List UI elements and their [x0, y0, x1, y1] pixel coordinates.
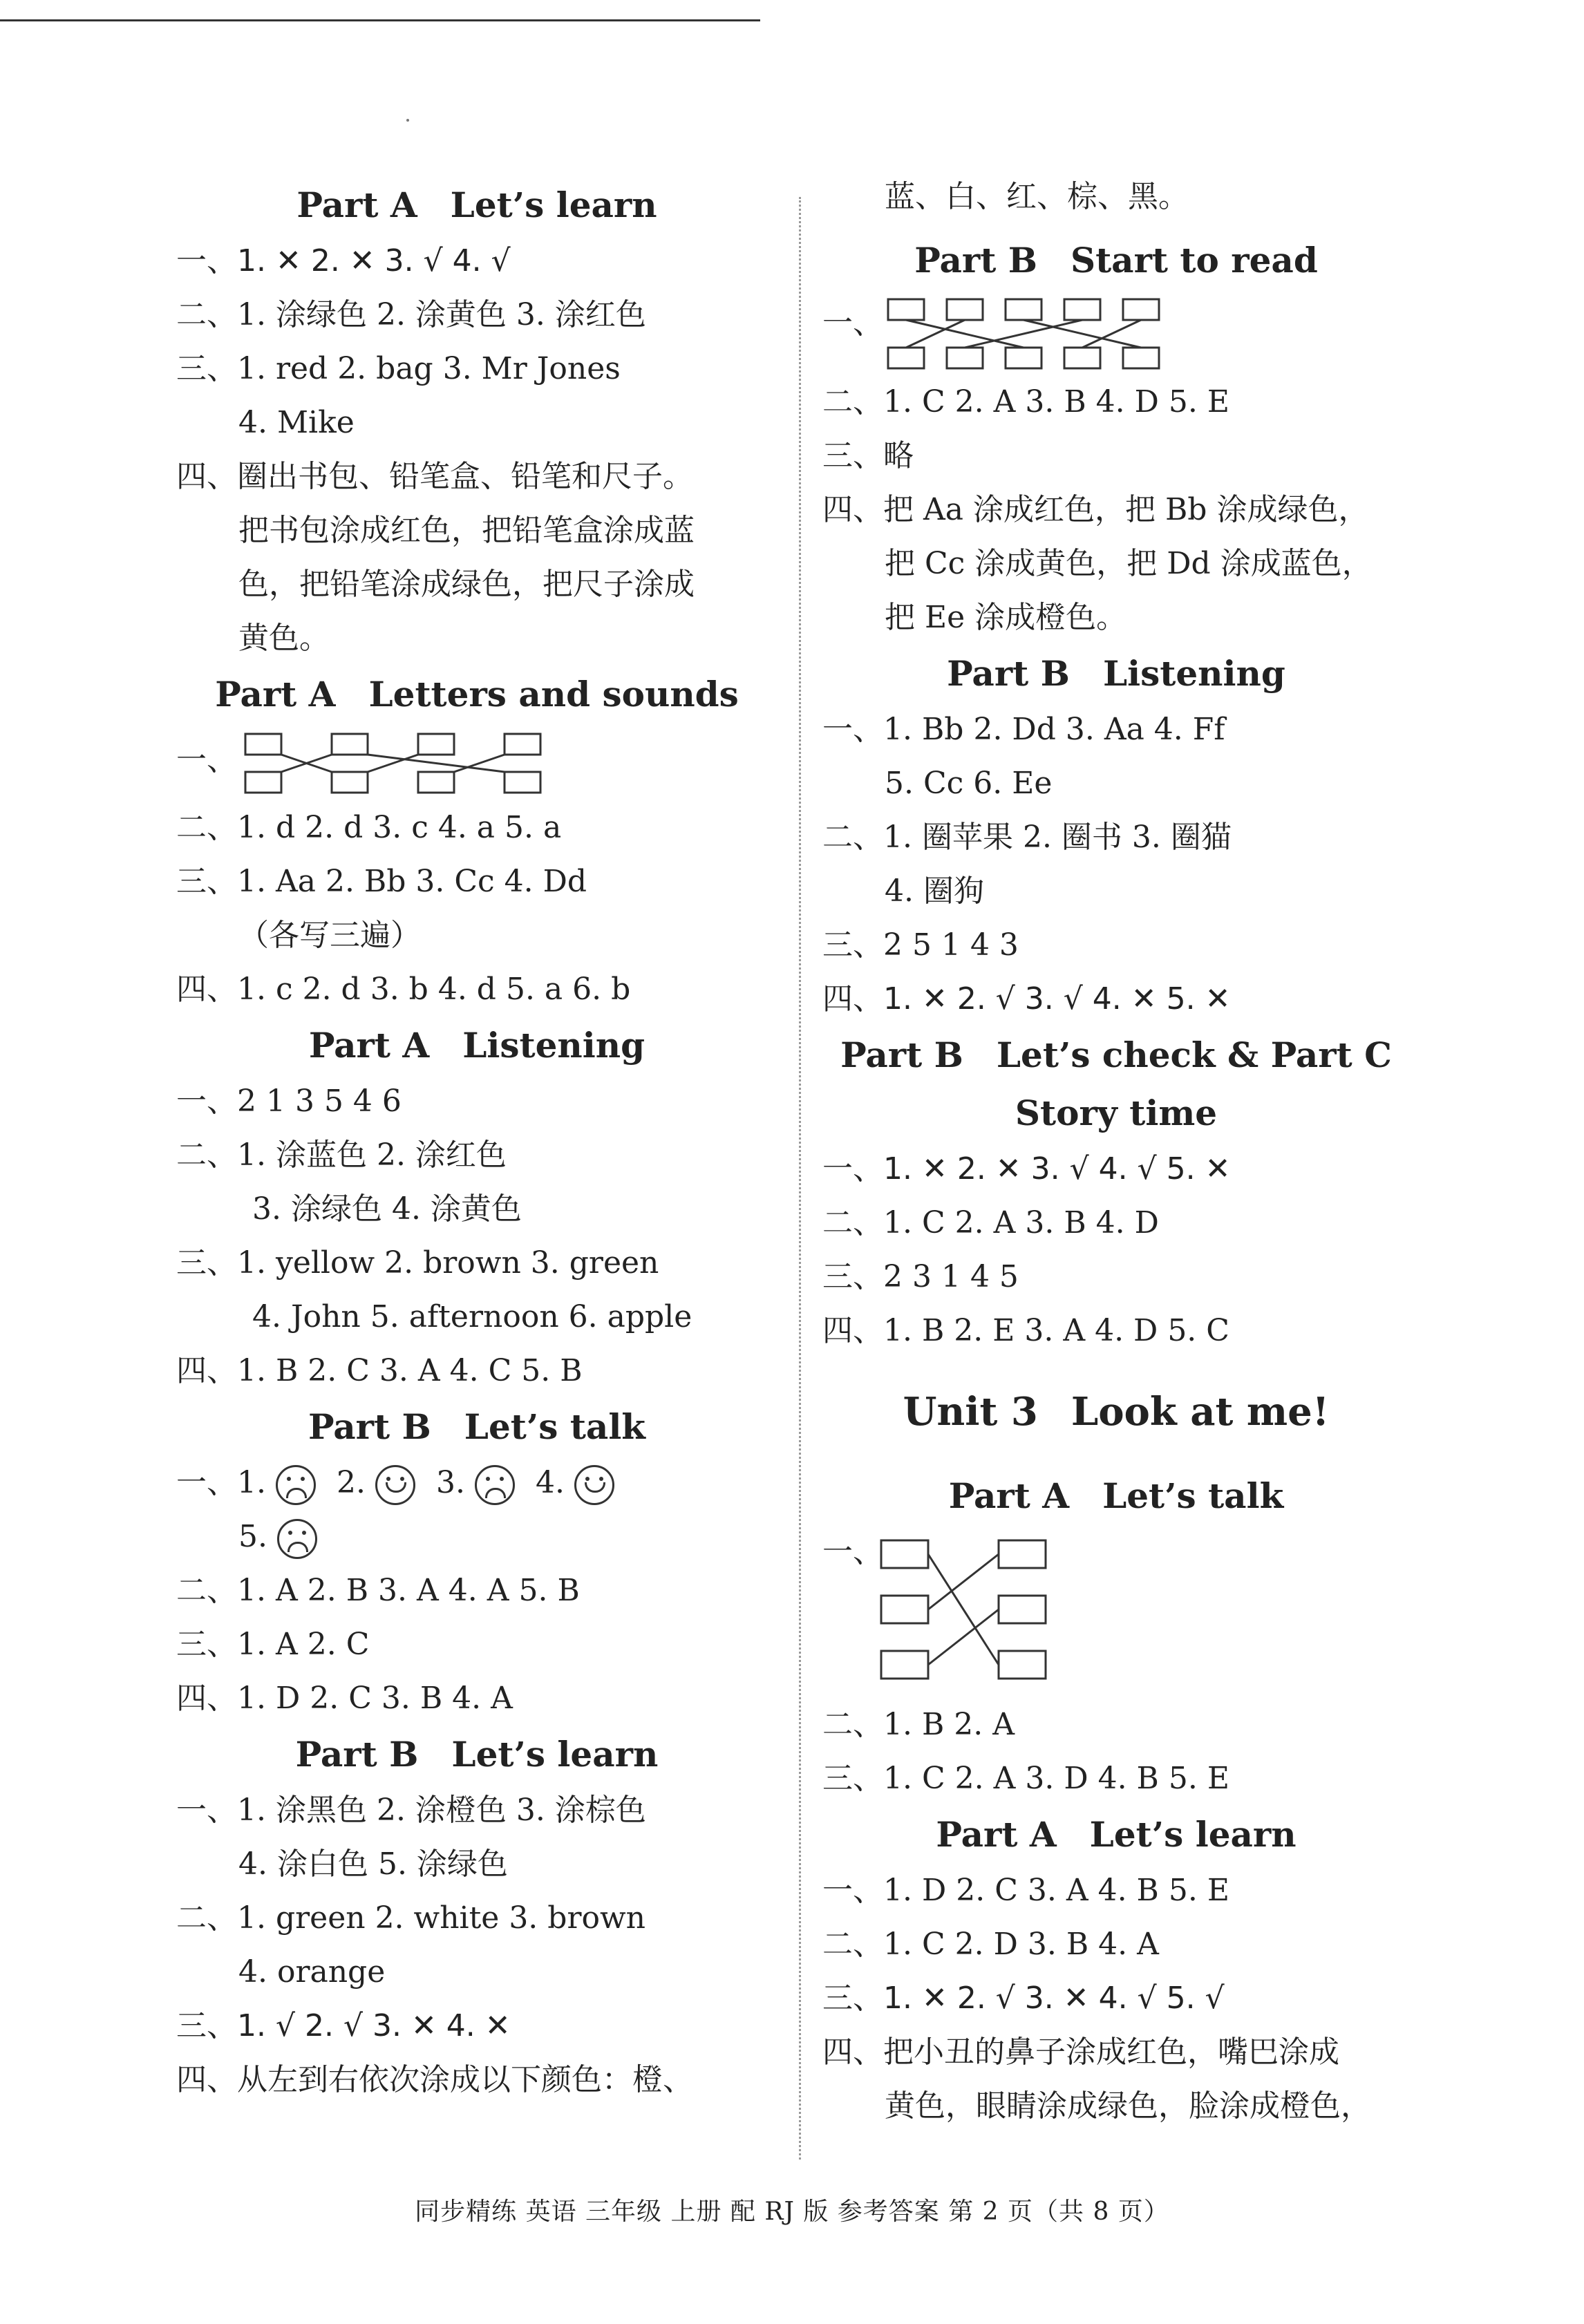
answer-line: 4. 圈狗 — [885, 873, 984, 909]
answer-line: 一、2 1 3 5 4 6 — [176, 1084, 402, 1119]
answer-line: 三、2 3 1 4 5 — [822, 1259, 1019, 1294]
happy-face-icon — [375, 1465, 415, 1505]
matching-diagram-talk — [822, 1525, 1410, 1698]
top-rule — [0, 19, 760, 21]
answer-line: 四、1. c 2. d 3. b 4. d 5. a 6. b — [176, 972, 631, 1007]
answer-line: 黄色。 — [238, 621, 330, 656]
heading-part-b-lets-check: Part B Let’s check & Part C — [840, 1035, 1392, 1075]
heading-part-a-lets-talk: Part A Let’s talk — [948, 1475, 1284, 1516]
answer-line: 二、1. C 2. A 3. B 4. D 5. E — [822, 384, 1229, 419]
answer-line: 三、略 — [822, 438, 914, 473]
heading-part-a-listening: Part A Listening — [308, 1025, 645, 1066]
answer-line: 二、1. 圈苹果 2. 圈书 3. 圈猫 — [822, 820, 1232, 855]
sad-face-icon — [277, 1519, 317, 1559]
answer-line: 把 Cc 涂成黄色，把 Dd 涂成蓝色， — [885, 546, 1373, 581]
scan-dot — [406, 119, 409, 122]
answer-line: 三、1. A 2. C — [176, 1627, 370, 1662]
answer-line: 三、1. yellow 2. brown 3. green — [176, 1245, 659, 1281]
heading-story-time: Story time — [1015, 1093, 1218, 1133]
answer-line: 二、1. C 2. A 3. B 4. D — [822, 1205, 1159, 1240]
answer-line-faces — [176, 1456, 777, 1510]
answer-line: 三、1. C 2. A 3. D 4. B 5. E — [822, 1761, 1229, 1796]
answer-line: 四、1. ✕ 2. √ 3. √ 4. ✕ 5. ✕ — [822, 981, 1231, 1017]
answer-line: 二、1. 涂绿色 2. 涂黄色 3. 涂红色 — [176, 297, 646, 332]
item-number: 2. — [336, 1465, 366, 1500]
answer-line: 四、把 Aa 涂成红色，把 Bb 涂成绿色， — [822, 492, 1369, 527]
column-divider — [799, 197, 801, 2160]
answer-line: 四、1. D 2. C 3. B 4. A — [176, 1681, 513, 1716]
heading-part-b-start-to-read: Part B Start to read — [914, 240, 1318, 281]
item-number: 3. — [435, 1465, 465, 1500]
answer-line: 二、1. d 2. d 3. c 4. a 5. a — [176, 810, 562, 845]
answer-line: 一、1. 涂黑色 2. 涂橙色 3. 涂棕色 — [176, 1793, 646, 1828]
box-matching-figure — [878, 1525, 1099, 1698]
heading-part-b-lets-learn: Part B Let’s learn — [295, 1734, 659, 1775]
matching-diagram-letters — [176, 724, 777, 801]
answer-label: 一、 — [822, 305, 883, 341]
answer-line: 色，把铅笔涂成绿色，把尺子涂成 — [238, 567, 695, 602]
answer-line: （各写三遍） — [238, 918, 421, 953]
answer-line: 三、1. √ 2. √ 3. ✕ 4. ✕ — [176, 2008, 511, 2043]
answer-line: 三、1. Aa 2. Bb 3. Cc 4. Dd — [176, 864, 587, 899]
sad-face-icon — [276, 1465, 316, 1505]
answer-line: 四、圈出书包、铅笔盒、铅笔和尺子。 — [176, 459, 693, 494]
answer-line: 二、1. C 2. D 3. B 4. A — [822, 1927, 1159, 1962]
answer-line: 4. Mike — [238, 405, 355, 440]
right-column — [822, 176, 1410, 2133]
answer-label: 一、 — [176, 742, 237, 777]
answer-label: 一、 — [176, 1465, 237, 1500]
heading-part-a-lets-learn-u3: Part A Let’s learn — [936, 1814, 1297, 1855]
heading-part-b-lets-talk: Part B Let’s talk — [308, 1406, 645, 1447]
answer-line: 4. John 5. afternoon 6. apple — [252, 1299, 692, 1334]
heading-unit-3: Unit 3 Look at me! — [903, 1389, 1330, 1435]
answer-line: 四、从左到右依次涂成以下颜色：橙、 — [176, 2062, 693, 2097]
answer-line: 四、把小丑的鼻子涂成红色，嘴巴涂成 — [822, 2034, 1339, 2070]
answer-label: 一、 — [822, 1534, 883, 1569]
answer-line-faces — [176, 1510, 777, 1564]
answer-line: 蓝、白、红、棕、黑。 — [885, 179, 1189, 214]
answer-line: 一、1. D 2. C 3. A 4. B 5. E — [822, 1873, 1229, 1908]
page-footer: 同步精练 英语 三年级 上册 配 RJ 版 参考答案 第 2 页（共 8 页） — [415, 2198, 1169, 2226]
matching-diagram-read — [822, 290, 1410, 375]
answer-line: 把书包涂成红色，把铅笔盒涂成蓝 — [238, 513, 695, 548]
answer-line: 一、1. Bb 2. Dd 3. Aa 4. Ff — [822, 712, 1225, 747]
happy-face-icon — [574, 1465, 614, 1505]
answer-line: 一、1. ✕ 2. ✕ 3. √ 4. √ — [176, 243, 511, 278]
answer-line: 二、1. green 2. white 3. brown — [176, 1900, 645, 1936]
heading-part-b-listening: Part B Listening — [947, 653, 1285, 694]
answer-line: 4. orange — [238, 1954, 386, 1990]
answer-line: 二、1. 涂蓝色 2. 涂红色 — [176, 1137, 507, 1173]
box-matching-figure — [885, 290, 1244, 375]
answer-line: 3. 涂绿色 4. 涂黄色 — [252, 1191, 522, 1227]
answer-line: 三、1. ✕ 2. √ 3. ✕ 4. √ 5. √ — [822, 1981, 1225, 2016]
answer-line: 4. 涂白色 5. 涂绿色 — [238, 1846, 508, 1882]
answer-line: 四、1. B 2. C 3. A 4. C 5. B — [176, 1353, 583, 1388]
answer-line: 黄色，眼睛涂成绿色，脸涂成橙色， — [885, 2088, 1371, 2124]
heading-part-a-lets-learn: Part A Let’s learn — [296, 185, 657, 225]
item-number: 5. — [238, 1519, 267, 1554]
item-number: 4. — [535, 1465, 565, 1500]
answer-line: 5. Cc 6. Ee — [885, 766, 1053, 801]
answer-line: 把 Ee 涂成橙色。 — [885, 600, 1127, 635]
answer-line: 三、2 5 1 4 3 — [822, 927, 1019, 963]
answer-line: 二、1. A 2. B 3. A 4. A 5. B — [176, 1573, 580, 1608]
sad-face-icon — [475, 1465, 515, 1505]
answer-line: 二、1. B 2. A — [822, 1707, 1015, 1742]
answer-line: 一、1. ✕ 2. ✕ 3. √ 4. √ 5. ✕ — [822, 1151, 1231, 1187]
item-number: 1. — [237, 1465, 266, 1500]
answer-line: 三、1. red 2. bag 3. Mr Jones — [176, 351, 621, 386]
answer-line: 四、1. B 2. E 3. A 4. D 5. C — [822, 1313, 1229, 1348]
box-matching-figure — [242, 724, 657, 801]
heading-part-a-letters-and-sounds: Part A Letters and sounds — [215, 674, 739, 715]
left-column — [176, 176, 777, 2107]
